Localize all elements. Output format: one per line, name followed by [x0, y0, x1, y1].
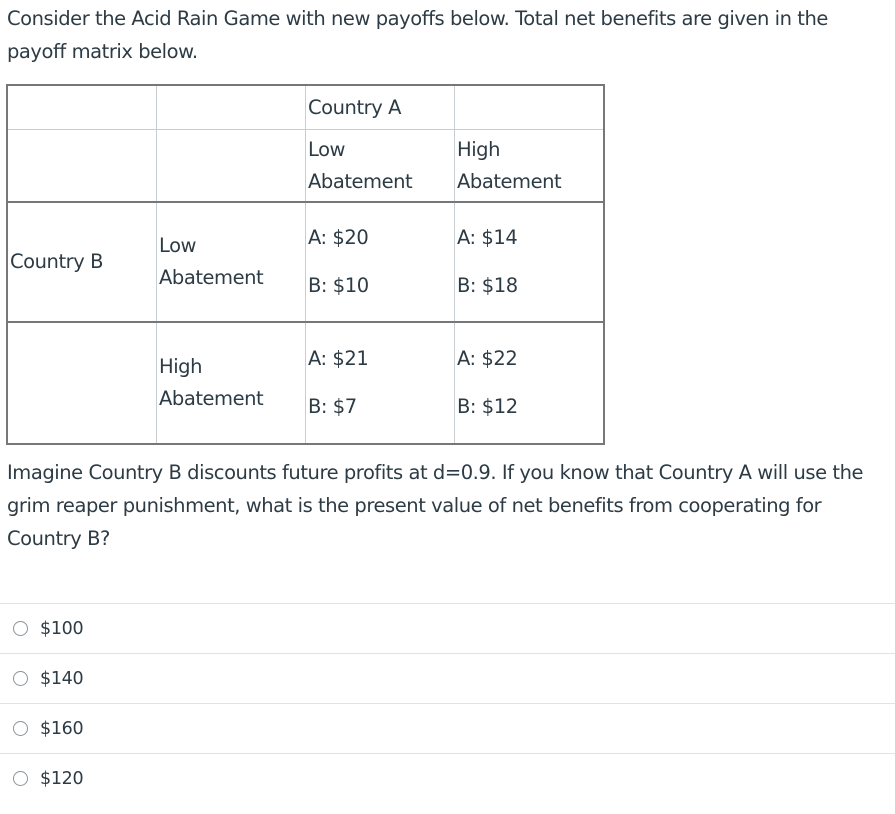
payoff-b: B: $10 — [308, 274, 369, 297]
answer-label: $140 — [40, 668, 84, 689]
column-player-label — [306, 85, 455, 130]
row-strategy-low — [157, 202, 306, 322]
payoff-a: A: $21 — [308, 347, 369, 370]
answer-options — [0, 603, 895, 803]
answer-label: $120 — [40, 768, 84, 789]
answer-option[interactable] — [0, 753, 895, 803]
radio-button[interactable] — [13, 771, 28, 786]
payoff-a: A: $22 — [457, 347, 518, 370]
column-player-name: Country A — [308, 95, 401, 119]
answer-option[interactable] — [0, 603, 895, 653]
empty-cell — [157, 85, 306, 130]
strategy-label-line2: Abatement — [159, 387, 264, 410]
strategy-label-line2: Abatement — [457, 169, 562, 193]
payoff-b: B: $7 — [308, 395, 357, 418]
empty-cell — [455, 85, 605, 130]
strategy-label-line1: High — [457, 137, 501, 161]
strategy-label-line1: High — [159, 355, 203, 378]
payoff-b: B: $12 — [457, 395, 518, 418]
col-strategy-low — [306, 130, 455, 203]
col-strategy-high — [455, 130, 605, 203]
payoff-cell-high-low — [306, 322, 455, 444]
radio-button[interactable] — [13, 621, 28, 636]
row-player-name: Country B — [10, 250, 103, 273]
question-intro: Consider the Acid Rain Game with new payoffs below. Total net benefits are given in the payoff matrix below. — [7, 7, 828, 63]
matrix-row-high — [7, 322, 604, 444]
answer-label: $100 — [40, 618, 84, 639]
payoff-cell-high-high — [455, 322, 605, 444]
radio-button[interactable] — [13, 721, 28, 736]
empty-cell — [7, 85, 157, 130]
payoff-a: A: $20 — [308, 226, 369, 249]
answer-label: $160 — [40, 718, 84, 739]
strategy-label-line1: Low — [308, 137, 346, 161]
strategy-label-line1: Low — [159, 234, 197, 257]
matrix-header-row — [7, 85, 604, 130]
payoff-cell-low-low — [306, 202, 455, 322]
answer-option[interactable] — [0, 653, 895, 703]
strategy-label-line2: Abatement — [308, 169, 413, 193]
matrix-row-low — [7, 202, 604, 322]
empty-cell — [7, 130, 157, 203]
matrix-strategy-row — [7, 130, 604, 203]
empty-cell — [157, 130, 306, 203]
strategy-label-line2: Abatement — [159, 266, 264, 289]
payoff-cell-low-high — [455, 202, 605, 322]
row-strategy-high — [157, 322, 306, 444]
radio-button[interactable] — [13, 671, 28, 686]
question-text: Imagine Country B discounts future profits at d=0.9. If you know that Country A will use the grim reaper punishment, what is the present value of net benefits from cooperating for Country B? — [7, 461, 864, 550]
payoff-b: B: $18 — [457, 274, 518, 297]
empty-cell — [7, 322, 157, 444]
answer-option[interactable] — [0, 703, 895, 753]
payoff-matrix — [6, 84, 605, 445]
payoff-a: A: $14 — [457, 226, 518, 249]
row-player-label — [7, 202, 157, 322]
